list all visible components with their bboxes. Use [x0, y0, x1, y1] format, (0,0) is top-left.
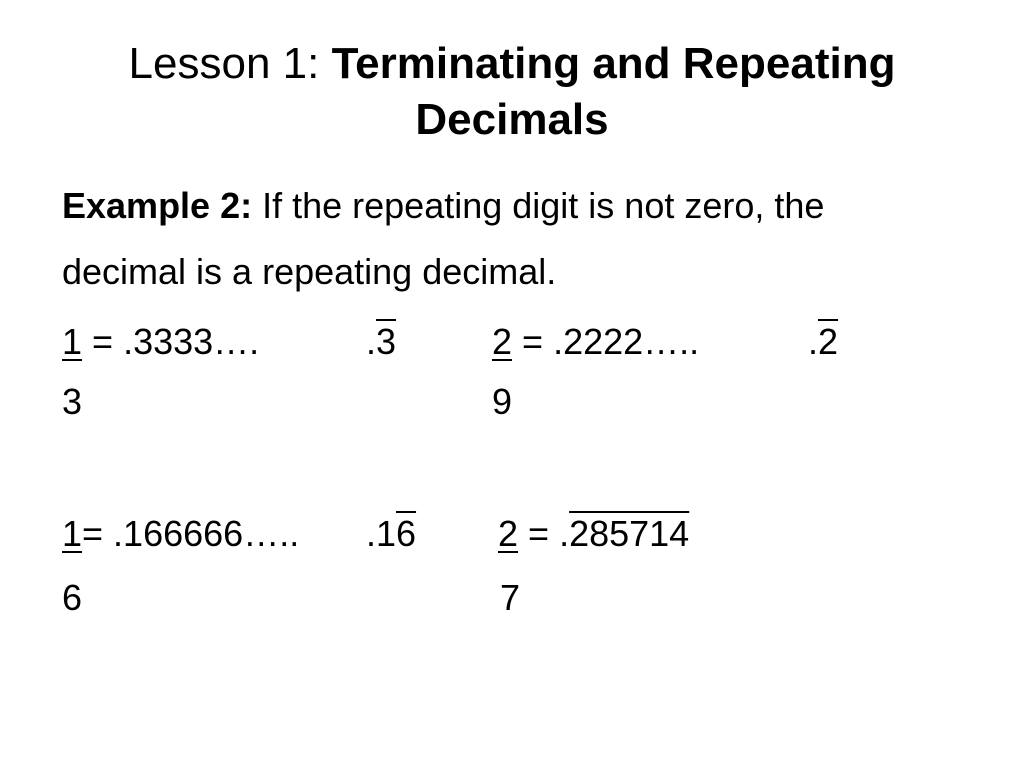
- fraction-1-top: [62, 320, 259, 364]
- fraction-1-decimal: = .3333….: [92, 321, 260, 362]
- example-text-1: If the repeating digit is not zero, the: [252, 185, 825, 226]
- title-main: Terminating and Repeating Decimals: [331, 39, 896, 144]
- fraction-3-decimal: = .166666…..: [82, 513, 300, 554]
- fraction-2-decimal: = .2222…..: [522, 321, 700, 362]
- slide-title: [60, 36, 964, 148]
- fraction-1-denominator: 3: [62, 381, 83, 422]
- fraction-4-top: [498, 512, 689, 556]
- repeat-bar-digits: 2: [818, 321, 839, 362]
- fraction-1-numerator: 1: [62, 321, 83, 362]
- repeat-bar-digits: 3: [376, 321, 397, 362]
- fraction-2-notation: .2: [808, 321, 839, 362]
- fraction-3-denominator: 6: [62, 577, 83, 618]
- repeat-bar-digits: 285714: [569, 513, 690, 554]
- fraction-4-denominator: 7: [500, 577, 521, 618]
- fraction-3-top: [62, 512, 299, 556]
- title-prefix: Lesson 1:: [128, 39, 332, 88]
- repeat-bar-digits: 6: [396, 513, 417, 554]
- example-label: Example 2:: [62, 185, 253, 226]
- fraction-2-top: [492, 320, 699, 364]
- fraction-2-denominator: 9: [492, 381, 513, 422]
- fraction-4-numerator: 2: [498, 513, 519, 554]
- fraction-1-notation: .3: [366, 321, 397, 362]
- example-line-2: decimal is a repeating decimal.: [62, 251, 557, 292]
- fraction-3-numerator: 1: [62, 513, 83, 554]
- example-line-1: [62, 184, 824, 228]
- fraction-2-numerator: 2: [492, 321, 513, 362]
- fraction-4-decimal: = .: [528, 513, 570, 554]
- fraction-3-notation: .16: [366, 513, 417, 554]
